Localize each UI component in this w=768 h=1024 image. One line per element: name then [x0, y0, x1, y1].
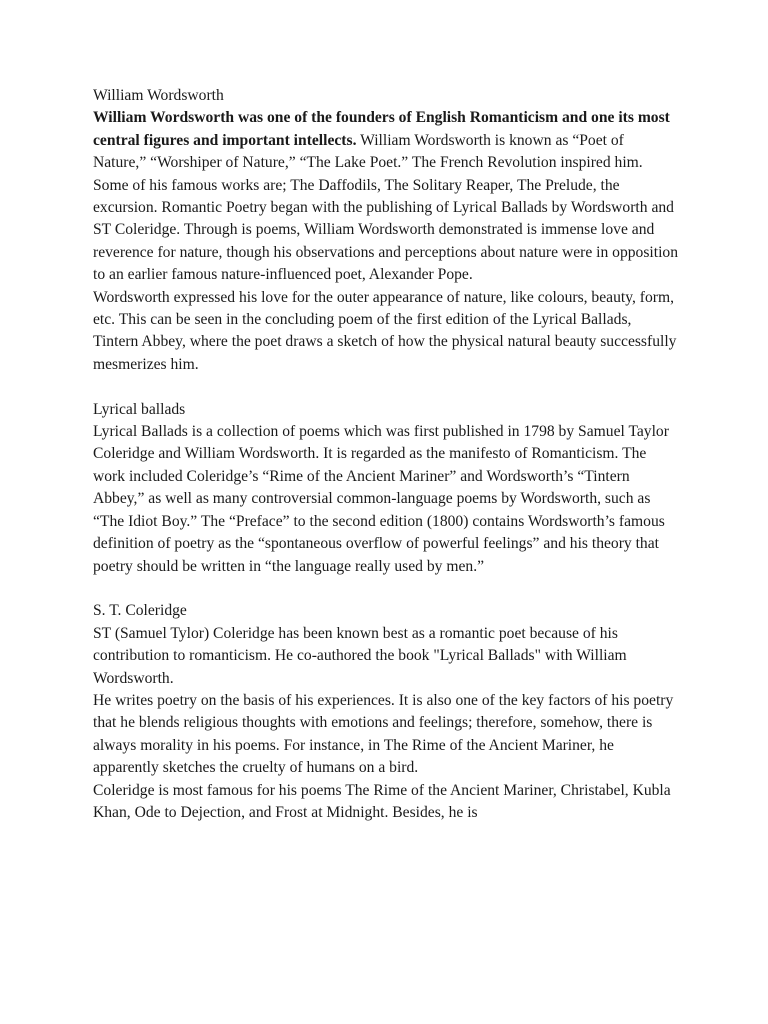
- paragraph-coleridge-intro: ST (Samuel Tylor) Coleridge has been known best as a romantic poet because of his contribution to romanticism. He co-authored the book "Lyrical Ballads" with William Wordsworth.: [93, 624, 627, 687]
- paragraph-bold-lead: William Wordsworth was one of the founders of English Romanticism and one its most central figures and important intellects.: [93, 109, 670, 149]
- paragraph-text: William Wordsworth is known as “Poet of Nature,” “Worshiper of Nature,” “The Lake Poet.” The French Revolution inspired him. Some of his famous works are; The Daffodils, The Solitary Reaper, The Prelude, the excursion. Romantic Poetry began with the publishing of Lyrical Ballads by Wordsworth and ST Coleridge. Through is poems, William Wordsworth demonstrated is immense love and reverence for nature, though his observations and perceptions about nature were in opposition to an earlier famous nature-influenced poet, Alexander Pope.: [93, 131, 679, 284]
- paragraph-coleridge-poetry: He writes poetry on the basis of his experiences. It is also one of the key factors of his poetry that he blends religious thoughts with emotions and feelings; therefore, somehow, there is always morality in his poems. For instance, in The Rime of the Ancient Mariner, he apparently sketches the cruelty of humans on a bird.: [93, 691, 674, 777]
- paragraph-spacer: [93, 578, 679, 600]
- paragraph-spacer: [93, 376, 679, 398]
- paragraph-wordsworth-intro: [93, 107, 679, 286]
- paragraph-wordsworth-nature: Wordsworth expressed his love for the outer appearance of nature, like colours, beauty, form, etc. This can be seen in the concluding poem of the first edition of the Lyrical Ballads, Tintern Abbey, where the poet draws a sketch of how the physical natural beauty successfully mesmerizes him.: [93, 288, 677, 373]
- section-heading-wordsworth: William Wordsworth: [93, 87, 224, 104]
- section-heading-coleridge: S. T. Coleridge: [93, 602, 187, 620]
- paragraph-coleridge-works: Coleridge is most famous for his poems The Rime of the Ancient Mariner, Christabel, Kubla Khan, Ode to Dejection, and Frost at Midnight. Besides, he is: [93, 781, 671, 821]
- paragraph-lyrical-ballads: Lyrical Ballads is a collection of poems which was first published in 1798 by Samuel Taylor Coleridge and William Wordsworth. It is regarded as the manifesto of Romanticism. The work included Coleridge’s “Rime of the Ancient Mariner” and Wordsworth’s “Tintern Abbey,” as well as many controversial common-language poems by Wordsworth, such as “The Idiot Boy.” The “Preface” to the second edition (1800) contains Wordsworth’s famous definition of poetry as the “spontaneous overflow of powerful feelings” and his theory that poetry should be written in “the language really used by men.”: [93, 423, 669, 575]
- section-heading-lyrical-ballads: Lyrical ballads: [93, 400, 186, 418]
- document-body: [93, 85, 679, 824]
